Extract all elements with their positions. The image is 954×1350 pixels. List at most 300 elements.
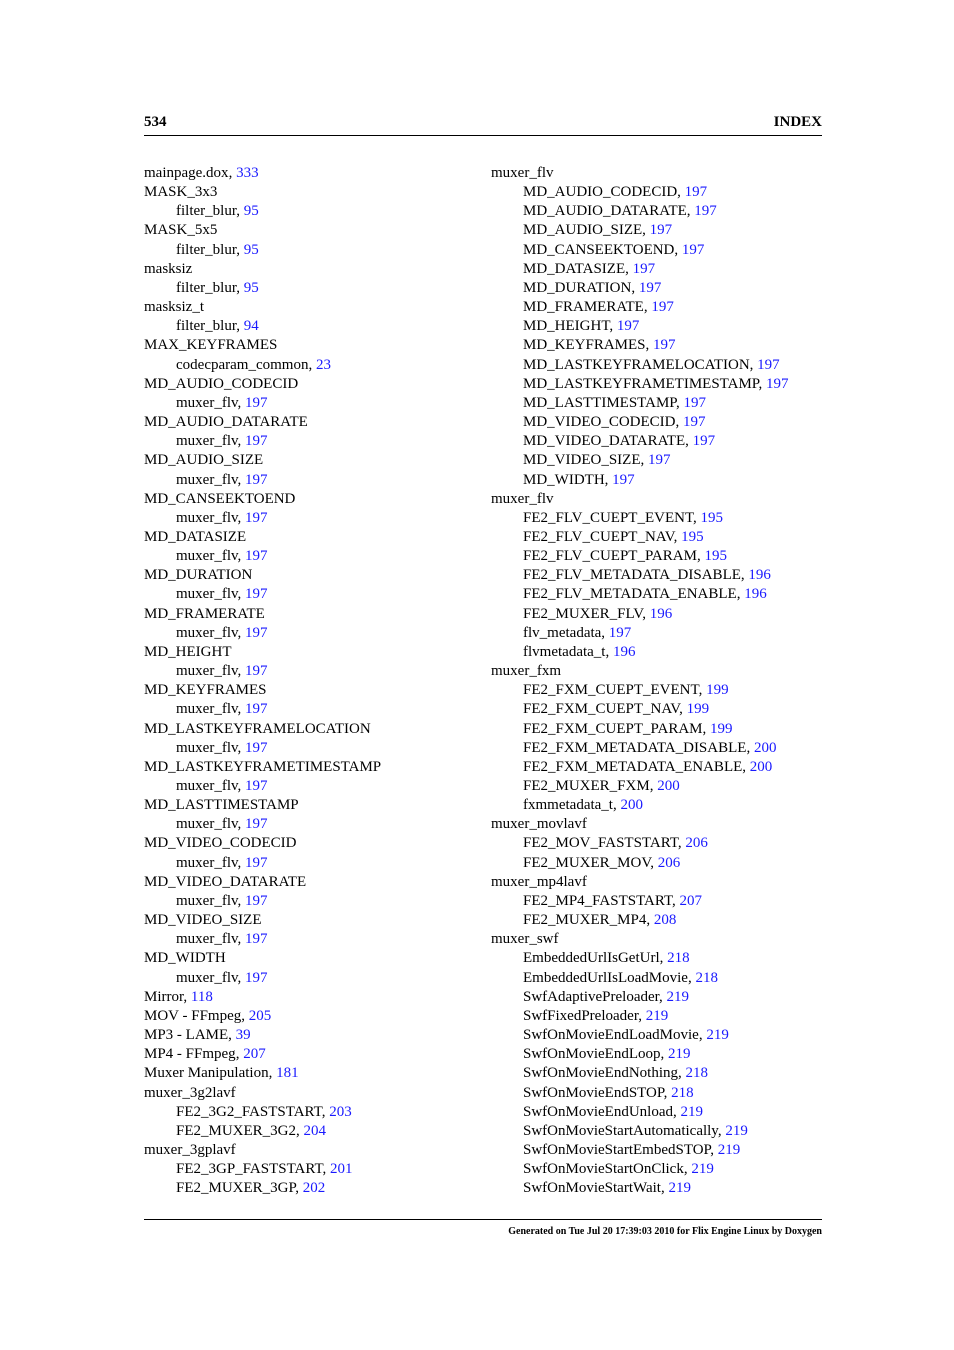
index-subentry — [491, 700, 831, 719]
index-subentry — [144, 432, 464, 451]
index-term: MD_HEIGHT — [144, 643, 232, 660]
index-term: MD_KEYFRAMES — [523, 337, 646, 354]
index-entry — [144, 834, 464, 853]
index-subentry — [144, 356, 464, 375]
index-subentry — [491, 854, 831, 873]
index-term: MD_FRAMERATE — [144, 605, 265, 622]
index-separator: , — [601, 624, 609, 641]
index-separator: , — [678, 1065, 686, 1082]
index-entry — [491, 164, 831, 183]
index-term: muxer_flv — [176, 624, 238, 641]
page-reference-link[interactable]: 197 — [245, 663, 268, 680]
index-term: FE2_MUXER_3G2 — [176, 1122, 297, 1139]
index-term: MD_VIDEO_DATARATE — [144, 873, 307, 890]
index-entry — [144, 720, 464, 739]
index-separator: , — [322, 1161, 331, 1178]
index-separator: , — [237, 509, 246, 526]
index-term: MD_AUDIO_SIZE — [144, 452, 264, 469]
index-subentry — [491, 356, 831, 375]
index-entry — [144, 375, 464, 394]
index-subentry — [491, 1045, 831, 1064]
index-term: MD_CANSEEKTOEND — [523, 241, 675, 258]
page-reference-link[interactable]: 207 — [243, 1046, 266, 1063]
page-reference-link[interactable]: 200 — [749, 758, 773, 775]
index-entry — [144, 451, 464, 470]
page-footer — [144, 1219, 822, 1237]
index-subentry — [491, 1064, 831, 1083]
page-reference-link[interactable]: 197 — [684, 184, 708, 201]
index-separator: , — [659, 988, 667, 1005]
index-term: FE2_MUXER_FLV — [523, 605, 643, 622]
index-separator: , — [696, 548, 705, 565]
page-reference-link[interactable]: 197 — [245, 969, 268, 986]
page-reference-link[interactable]: 23 — [315, 356, 331, 373]
page-reference-link[interactable]: 208 — [653, 912, 677, 929]
page-reference-link[interactable]: 219 — [680, 1103, 703, 1120]
index-term: MD_VIDEO_CODECID — [523, 414, 676, 431]
index-term: masksiz — [144, 260, 193, 277]
index-entry — [144, 260, 464, 279]
index-term: muxer_flv — [176, 816, 238, 833]
index-term: FE2_FLV_CUEPT_NAV — [523, 528, 674, 545]
index-term: SwfFixedPreloader — [523, 1007, 639, 1024]
page-reference-link[interactable]: 197 — [245, 778, 268, 794]
page-reference-link[interactable]: 218 — [695, 969, 718, 986]
index-separator: , — [646, 912, 654, 929]
index-entry — [144, 413, 464, 432]
index-separator: , — [237, 701, 246, 718]
index-subentry — [491, 911, 831, 930]
page-reference-link[interactable]: 197 — [608, 624, 632, 641]
index-term: fxmmetadata_t — [523, 797, 613, 814]
index-term: MD_DATASIZE — [144, 528, 247, 545]
index-term: muxer_flv — [176, 701, 238, 718]
index-separator: , — [740, 567, 749, 584]
index-separator: , — [693, 509, 701, 526]
index-term: Mirror — [144, 988, 184, 1005]
page-reference-link[interactable]: 197 — [681, 241, 705, 258]
index-column-left — [144, 164, 464, 1198]
index-separator: , — [660, 1046, 668, 1063]
index-subentry — [491, 317, 831, 336]
index-separator: , — [237, 471, 246, 488]
index-separator: , — [698, 682, 707, 699]
index-term: FE2_MP4_FASTSTART — [523, 892, 673, 909]
index-subentry — [491, 1179, 831, 1198]
index-entry — [144, 298, 464, 317]
index-subentry — [491, 413, 831, 432]
index-separator: , — [717, 1122, 726, 1139]
index-separator: , — [237, 663, 246, 680]
page-reference-link[interactable]: 197 — [616, 318, 640, 335]
page-reference-link[interactable]: 39 — [235, 1027, 251, 1044]
index-subentry — [144, 1179, 464, 1198]
index-separator: , — [236, 203, 244, 220]
index-separator: , — [642, 605, 650, 622]
page-reference-link[interactable]: 95 — [243, 241, 259, 258]
index-separator: , — [640, 452, 648, 469]
page-reference-link[interactable]: 197 — [612, 471, 635, 488]
index-separator: , — [235, 1046, 244, 1063]
index-term: MD_LASTKEYFRAMELOCATION — [144, 720, 371, 737]
index-subentry — [144, 585, 464, 604]
index-subentry — [491, 528, 831, 547]
page-reference-link[interactable]: 195 — [700, 509, 724, 526]
index-entry — [144, 528, 464, 547]
index-separator: , — [236, 279, 244, 296]
page-reference-link[interactable]: 203 — [329, 1103, 352, 1120]
index-term: muxer_flv — [176, 778, 238, 794]
index-column-right — [491, 164, 831, 1198]
index-entry — [144, 1045, 464, 1064]
index-term: muxer_flv — [176, 931, 238, 948]
index-term: Muxer Manipulation — [144, 1065, 269, 1082]
page-reference-link[interactable]: 199 — [706, 682, 729, 699]
index-term: SwfOnMovieEndUnload — [523, 1103, 673, 1120]
index-term: MD_LASTTIMESTAMP — [523, 394, 676, 411]
index-subentry — [144, 624, 464, 643]
index-term: SwfOnMovieStartWait — [523, 1180, 661, 1197]
page-reference-link[interactable]: 219 — [645, 1007, 669, 1024]
index-term: MASK_3x3 — [144, 184, 218, 201]
page-reference-link[interactable]: 118 — [190, 988, 213, 1005]
index-subentry — [491, 605, 831, 624]
index-entry — [144, 221, 464, 240]
index-term: MD_LASTTIMESTAMP — [144, 797, 299, 814]
page-reference-link[interactable]: 197 — [245, 931, 268, 948]
index-subentry — [144, 930, 464, 949]
index-subentry — [491, 1160, 831, 1179]
page-reference-link[interactable]: 218 — [685, 1065, 708, 1082]
index-subentry — [491, 681, 831, 700]
index-term: FE2_FLV_METADATA_ENABLE — [523, 586, 737, 603]
index-term: FE2_MUXER_FXM — [523, 778, 650, 794]
index-separator: , — [685, 433, 693, 450]
index-term: MD_AUDIO_CODECID — [523, 184, 678, 201]
index-separator: , — [625, 260, 633, 277]
page-reference-link[interactable]: 218 — [671, 1084, 694, 1101]
index-entry — [144, 490, 464, 509]
index-subentry — [144, 662, 464, 681]
index-subentry — [491, 585, 831, 604]
page-reference-link[interactable]: 197 — [245, 701, 268, 718]
index-term: MD_KEYFRAMES — [144, 682, 267, 699]
index-term: muxer_flv — [176, 471, 238, 488]
index-separator: , — [677, 184, 685, 201]
page-reference-link[interactable]: 200 — [753, 739, 777, 756]
page-reference-link[interactable]: 94 — [243, 318, 259, 335]
index-entry — [491, 873, 831, 892]
index-entry — [144, 164, 464, 183]
index-separator: , — [675, 394, 684, 411]
index-subentry — [491, 241, 831, 260]
index-separator: , — [296, 1122, 304, 1139]
index-subentry — [144, 241, 464, 260]
index-subentry — [491, 183, 831, 202]
page-reference-link[interactable]: 219 — [691, 1161, 714, 1178]
page-reference-link[interactable]: 95 — [243, 203, 259, 220]
page-reference-link[interactable]: 197 — [245, 509, 268, 526]
index-subentry — [491, 796, 831, 815]
page-reference-link[interactable]: 219 — [668, 1046, 691, 1063]
index-separator: , — [237, 586, 246, 603]
index-subentry — [491, 336, 831, 355]
index-term: SwfAdaptivePreloader — [523, 988, 660, 1005]
page-reference-link[interactable]: 197 — [245, 624, 268, 641]
index-term: FE2_MUXER_MOV — [523, 854, 651, 871]
index-separator: , — [321, 1103, 330, 1120]
index-term: codecparam_common — [176, 356, 309, 373]
index-term: FE2_MUXER_3GP — [176, 1180, 296, 1197]
index-term: muxer_flv — [176, 509, 238, 526]
index-subentry — [144, 854, 464, 873]
index-term: FE2_3GP_FASTSTART — [176, 1161, 323, 1178]
page-reference-link[interactable]: 197 — [683, 394, 706, 411]
index-term: MP3 - LAME — [144, 1027, 229, 1044]
page-reference-link[interactable]: 196 — [612, 643, 636, 660]
page-reference-link[interactable]: 197 — [632, 260, 656, 277]
page-reference-link[interactable]: 197 — [649, 222, 673, 239]
index-subentry — [144, 700, 464, 719]
index-subentry — [491, 969, 831, 988]
page-reference-link[interactable]: 196 — [744, 586, 767, 603]
index-term: FE2_FXM_CUEPT_NAV — [523, 701, 680, 718]
page-reference-link[interactable]: 199 — [710, 720, 733, 737]
index-term: MD_CANSEEKTOEND — [144, 490, 296, 507]
page-reference-link[interactable]: 206 — [657, 854, 681, 871]
index-separator: , — [710, 1141, 718, 1158]
index-term: MD_DATASIZE — [523, 260, 626, 277]
index-subentry — [491, 451, 831, 470]
index-term: muxer_flv — [176, 433, 238, 450]
page-reference-link[interactable]: 206 — [685, 835, 708, 852]
page-number: 534 — [144, 114, 167, 130]
index-term: flv_metadata — [523, 624, 602, 641]
page-reference-link[interactable]: 197 — [245, 433, 268, 450]
page-reference-link[interactable]: 201 — [330, 1161, 353, 1178]
index-term: MD_LASTKEYFRAMETIMESTAMP — [144, 758, 382, 775]
index-separator: , — [236, 318, 244, 335]
index-term: SwfOnMovieEndLoop — [523, 1046, 661, 1063]
index-term: muxer_3gplavf — [144, 1141, 236, 1158]
page-reference-link[interactable]: 219 — [725, 1122, 748, 1139]
page-reference-link[interactable]: 197 — [694, 203, 717, 220]
index-subentry — [144, 777, 464, 796]
index-entry — [144, 681, 464, 700]
index-subentry — [491, 1122, 831, 1141]
index-subentry — [491, 547, 831, 566]
index-separator: , — [638, 1007, 646, 1024]
index-separator: , — [659, 950, 668, 967]
index-separator: , — [612, 797, 621, 814]
index-separator: , — [308, 356, 316, 373]
index-separator: , — [672, 892, 680, 909]
index-term: MD_VIDEO_SIZE — [144, 912, 262, 929]
index-separator: , — [674, 241, 682, 258]
footer-text: Generated on Tue Jul 20 17:39:03 2010 for Flix Engine Linux by Doxygen — [508, 1226, 822, 1237]
index-subentry — [491, 1084, 831, 1103]
index-entry — [144, 1084, 464, 1103]
page-reference-link[interactable]: 197 — [638, 279, 662, 296]
index-entry — [144, 605, 464, 624]
index-term: SwfOnMovieStartOnClick — [523, 1161, 684, 1178]
index-term: FE2_FXM_CUEPT_PARAM — [523, 720, 703, 737]
index-subentry — [491, 432, 831, 451]
index-separator: , — [742, 758, 750, 775]
page-reference-link[interactable]: 196 — [748, 567, 771, 584]
page-reference-link[interactable]: 197 — [757, 356, 780, 373]
page-reference-link[interactable]: 219 — [666, 988, 690, 1005]
page-reference-link[interactable]: 197 — [766, 375, 789, 392]
page-reference-link[interactable]: 218 — [667, 950, 690, 967]
index-subentry — [144, 1103, 464, 1122]
index-term: muxer_fxm — [491, 663, 561, 680]
index-term: MAX_KEYFRAMES — [144, 337, 278, 354]
page-reference-link[interactable]: 205 — [248, 1007, 272, 1024]
index-separator: , — [237, 548, 246, 565]
index-separator: , — [268, 1065, 277, 1082]
page-reference-link[interactable]: 219 — [717, 1141, 741, 1158]
page-reference-link[interactable]: 181 — [276, 1065, 299, 1082]
page-reference-link[interactable]: 197 — [651, 299, 674, 316]
index-entry — [144, 1007, 464, 1026]
index-term: MD_AUDIO_DATARATE — [144, 414, 308, 431]
page-reference-link[interactable]: 202 — [302, 1180, 326, 1197]
index-subentry — [491, 892, 831, 911]
page-reference-link[interactable]: 197 — [245, 586, 268, 603]
page-reference-link[interactable]: 197 — [692, 433, 716, 450]
index-subentry — [144, 1160, 464, 1179]
index-term: MD_VIDEO_SIZE — [523, 452, 641, 469]
page-reference-link[interactable]: 95 — [243, 279, 259, 296]
index-term: muxer_flv — [176, 586, 238, 603]
index-separator: , — [675, 414, 683, 431]
index-separator: , — [183, 988, 191, 1005]
index-separator: , — [236, 241, 244, 258]
index-term: mainpage.dox — [144, 165, 229, 181]
index-term: MD_VIDEO_DATARATE — [523, 433, 686, 450]
page-reference-link[interactable]: 200 — [620, 797, 643, 814]
index-term: flvmetadata_t — [523, 643, 606, 660]
page-reference-link[interactable]: 197 — [245, 892, 268, 909]
page-reference-link[interactable]: 195 — [704, 548, 727, 565]
index-separator: , — [241, 1007, 249, 1024]
index-term: muxer_flv — [491, 490, 554, 507]
index-separator: , — [679, 701, 687, 718]
page-reference-link[interactable]: 197 — [648, 452, 671, 469]
index-entry — [144, 566, 464, 585]
index-separator: , — [237, 739, 246, 756]
index-term: EmbeddedUrlIsLoadMovie — [523, 969, 688, 986]
index-subentry — [144, 509, 464, 528]
index-subentry — [491, 471, 831, 490]
page-reference-link[interactable]: 197 — [245, 548, 268, 565]
index-subentry — [491, 375, 831, 394]
index-subentry — [491, 758, 831, 777]
index-subentry — [144, 279, 464, 298]
index-term: muxer_mp4lavf — [491, 873, 587, 890]
page-reference-link[interactable]: 204 — [303, 1122, 327, 1139]
index-separator: , — [237, 394, 246, 411]
page-reference-link[interactable]: 333 — [236, 165, 259, 181]
index-entry — [144, 988, 464, 1007]
index-separator: , — [645, 337, 654, 354]
index-subentry — [144, 547, 464, 566]
page-reference-link[interactable]: 197 — [653, 337, 676, 354]
page-reference-link[interactable]: 219 — [706, 1027, 729, 1044]
page-reference-link[interactable]: 199 — [686, 701, 710, 718]
page-reference-link[interactable]: 197 — [245, 471, 268, 488]
index-term: FE2_FLV_METADATA_DISABLE — [523, 567, 741, 584]
index-subentry — [144, 394, 464, 413]
index-separator: , — [686, 203, 695, 220]
section-title: INDEX — [773, 114, 822, 130]
index-subentry — [491, 1026, 831, 1045]
page-header — [144, 113, 822, 136]
page-reference-link[interactable]: 197 — [245, 739, 268, 756]
page-reference-link[interactable]: 197 — [245, 816, 268, 833]
index-term: muxer_swf — [491, 931, 559, 948]
index-term: MD_HEIGHT — [523, 318, 610, 335]
page-reference-link[interactable]: 207 — [679, 892, 703, 909]
index-separator: , — [683, 1161, 692, 1178]
index-separator: , — [295, 1180, 303, 1197]
index-separator: , — [237, 778, 246, 794]
index-separator: , — [746, 739, 754, 756]
index-separator: , — [237, 969, 246, 986]
index-entry — [144, 643, 464, 662]
page-reference-link[interactable]: 196 — [649, 605, 673, 622]
index-entry — [144, 911, 464, 930]
page-reference-link[interactable]: 219 — [668, 1180, 691, 1197]
page-reference-link[interactable]: 197 — [245, 394, 268, 411]
index-subentry — [491, 643, 831, 662]
page-reference-link[interactable]: 200 — [657, 778, 680, 794]
index-subentry — [491, 1007, 831, 1026]
index-term: filter_blur — [176, 318, 237, 335]
index-entry — [491, 930, 831, 949]
index-entry — [144, 873, 464, 892]
index-subentry — [491, 988, 831, 1007]
index-subentry — [144, 1122, 464, 1141]
index-term: MD_FRAMERATE — [523, 299, 644, 316]
index-subentry — [144, 739, 464, 758]
index-term: FE2_FLV_CUEPT_PARAM — [523, 548, 697, 565]
index-entry — [144, 336, 464, 355]
index-term: MOV - FFmpeg — [144, 1007, 242, 1024]
index-separator: , — [605, 643, 613, 660]
index-term: FE2_FXM_METADATA_DISABLE — [523, 739, 747, 756]
index-separator: , — [609, 318, 617, 335]
index-term: muxer_flv — [176, 892, 238, 909]
index-term: muxer_flv — [176, 854, 238, 871]
index-term: SwfOnMovieEndNothing — [523, 1065, 678, 1082]
index-subentry — [144, 471, 464, 490]
index-entry — [144, 183, 464, 202]
index-separator: , — [702, 720, 710, 737]
index-entry — [491, 490, 831, 509]
index-term: MD_WIDTH — [144, 950, 226, 967]
index-term: MASK_5x5 — [144, 222, 218, 239]
page-reference-link[interactable]: 197 — [683, 414, 706, 431]
index-term: SwfOnMovieEndLoadMovie — [523, 1027, 699, 1044]
page-reference-link[interactable]: 197 — [245, 854, 268, 871]
page-reference-link[interactable]: 195 — [681, 528, 704, 545]
index-term: MD_WIDTH — [523, 471, 605, 488]
index-entry — [144, 1141, 464, 1160]
index-subentry — [491, 624, 831, 643]
index-separator: , — [660, 1180, 669, 1197]
